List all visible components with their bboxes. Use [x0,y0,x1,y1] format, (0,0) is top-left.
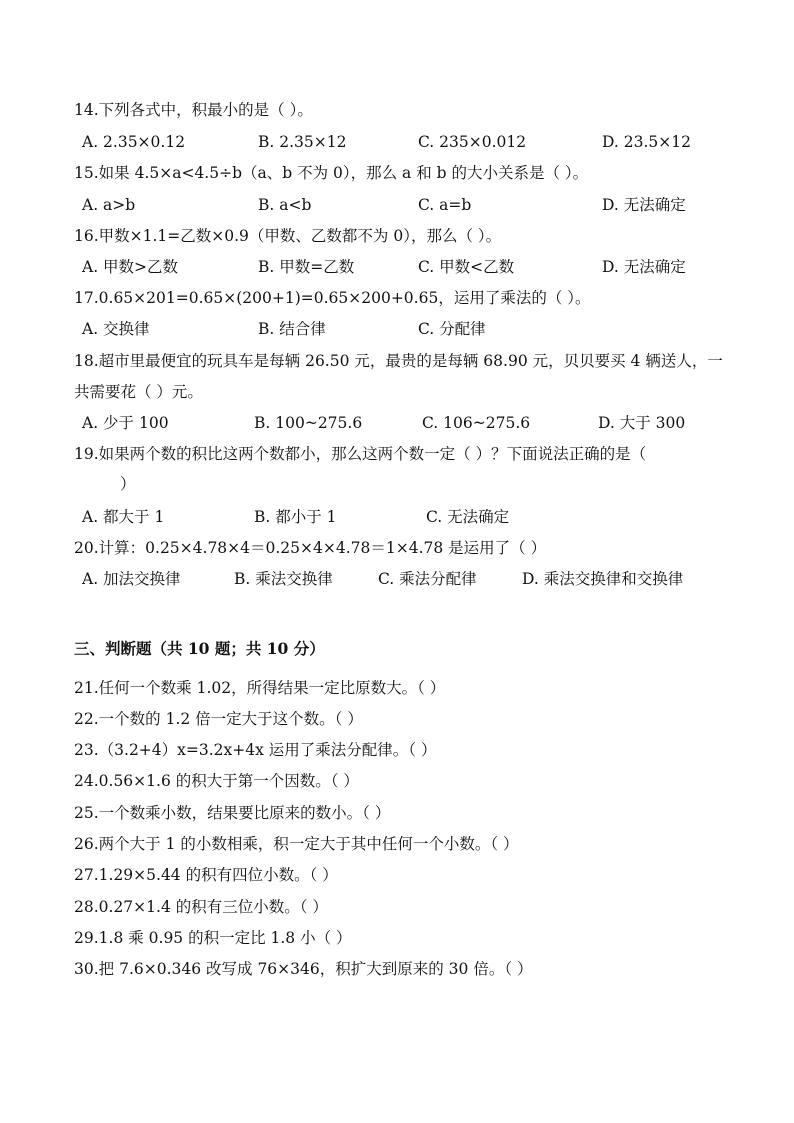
question-19-stem-continued: ） [120,475,136,493]
question-14-option-b: B. 2.35×12 [258,133,347,151]
question-15-option-c: C. a=b [418,196,472,214]
question-22: 22.一个数的 1.2 倍一定大于这个数。（ ） [74,710,363,728]
question-16-stem: 16.甲数×1.1=乙数×0.9（甲数、乙数都不为 0），那么（ ）。 [74,227,502,245]
question-20-option-a: A. 加法交换律 [82,570,181,588]
question-19-option-a: A. 都大于 1 [82,508,165,526]
question-15-option-d: D. 无法确定 [602,196,686,214]
question-14-option-d: D. 23.5×12 [602,133,691,151]
question-18-option-b: B. 100~275.6 [254,414,363,432]
question-28: 28.0.27×1.4 的积有三位小数。（ ） [74,898,328,916]
question-25: 25.一个数乘小数，结果要比原来的数小。（ ） [74,804,391,822]
question-16-option-b: B. 甲数=乙数 [258,258,355,276]
question-16-option-d: D. 无法确定 [602,258,686,276]
question-14-stem: 14.下列各式中，积最小的是（ ）。 [74,101,313,119]
question-17-option-a: A. 交换律 [82,320,150,338]
question-15-option-a: A. a>b [82,196,136,214]
question-19-option-b: B. 都小于 1 [254,508,337,526]
question-18-option-a: A. 少于 100 [82,414,169,432]
section-3-title: 三、判断题（共 10 题；共 10 分） [74,639,325,658]
question-16-option-a: A. 甲数>乙数 [82,258,179,276]
question-21: 21.任何一个数乘 1.02，所得结果一定比原数大。（ ） [74,679,446,697]
question-26: 26.两个大于 1 的小数相乘，积一定大于其中任何一个小数。（ ） [74,835,519,853]
question-30: 30.把 7.6×0.346 改写成 76×346，积扩大到原来的 30 倍。（ ） [74,960,533,978]
question-14-option-c: C. 235×0.012 [418,133,527,151]
question-18-stem-continued: 共需要花（ ）元。 [74,383,203,401]
question-18-option-c: C. 106~275.6 [422,414,531,432]
question-15-stem: 15.如果 4.5×a<4.5÷b（a、b 不为 0），那么 a 和 b 的大小关系是（ ）。 [74,164,589,182]
question-20-option-c: C. 乘法分配律 [378,570,477,588]
question-20-stem: 20.计算：0.25×4.78×4＝0.25×4×4.78＝1×4.78 是运用了（ ） [74,539,547,557]
question-29: 29.1.8 乘 0.95 的积一定比 1.8 小（ ） [74,929,352,947]
question-14-option-a: A. 2.35×0.12 [82,133,186,151]
question-20-option-d: D. 乘法交换律和交换律 [522,570,684,588]
question-20-option-b: B. 乘法交换律 [234,570,333,588]
question-17-stem: 17.0.65×201=0.65×(200+1)=0.65×200+0.65，运用了乘法的（ ）。 [74,289,591,307]
question-16-option-c: C. 甲数<乙数 [418,258,515,276]
question-19-option-c: C. 无法确定 [426,508,510,526]
question-18-stem: 18.超市里最便宜的玩具车是每辆 26.50 元，最贵的是每辆 68.90 元，贝贝要买 4 辆送人，一 [74,352,723,370]
question-27: 27.1.29×5.44 的积有四位小数。（ ） [74,866,338,884]
question-19-stem: 19.如果两个数的积比这两个数都小，那么这两个数一定（ ）？下面说法正确的是（ [74,445,647,463]
question-23: 23.（3.2+4）x=3.2x+4x 运用了乘法分配律。（ ） [74,741,437,759]
question-15-option-b: B. a<b [258,196,312,214]
question-17-option-b: B. 结合律 [258,320,326,338]
question-17-option-c: C. 分配律 [418,320,486,338]
question-18-option-d: D. 大于 300 [598,414,686,432]
question-24: 24.0.56×1.6 的积大于第一个因数。（ ） [74,772,359,790]
